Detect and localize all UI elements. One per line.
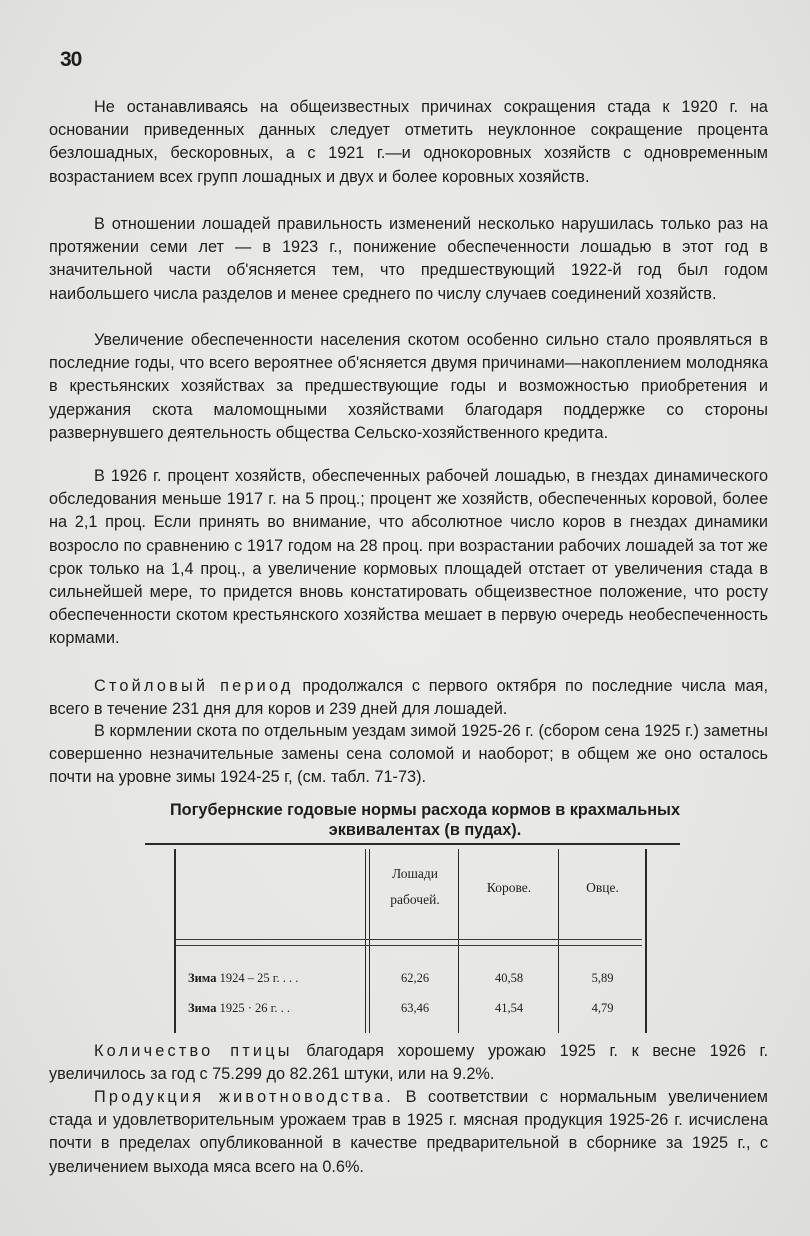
header-cow: Корове. [486, 880, 532, 895]
paragraph-herd-reduction: Не останавливаясь на общеизвестных причинах сокращения стада к 1920 г. на основании приведенных данных следует отметить неуклонное сокращение процента безлошадных, бескоровных, а с 1921 г.—и однокоровных хозяйств с одновременным возрастанием всех групп лошадных и двух и более коровных хозяйств. [49, 98, 768, 186]
row-label-period: 1925 · 26 г. [219, 1001, 278, 1015]
poultry-text: благодаря хорошему урожаю 1925 г. к весне 1926 г. увеличилось за год с 75.299 до 82.261 штуки, или на 9.2%. [49, 1042, 768, 1084]
row-label-period: 1924 – 25 г. [219, 971, 280, 985]
table-cell: 62,26 [400, 971, 430, 985]
header-horse [372, 861, 458, 913]
table-cell: 4,79 [591, 1001, 614, 1015]
table-title-line-2: эквивалентах (в пудах). [328, 821, 522, 839]
feed-norms-table [140, 843, 680, 1033]
paragraph-1926-comparison: В 1926 г. процент хозяйств, обеспеченных рабочей лошадью, в гнездах динамического обследования меньше 1917 г. на 5 проц.; процент же хозяйств, обеспеченных коровой, более на 2,1 проц. Если принять во внимание, что абсолютное число коров в гнездах динамики возросло по сравнению с 1917 годом на 28 проц. при возрастании рабочих лошадей за тот же срок только на 1,4 проц., а увеличение кормовых площадей отстает от увеличения стада в сильнейшей мере, то придется вновь констатировать общеизвестное положение, что росту обеспеченности скотом крестьянского хозяйства мешает в первую очередь необеспеченность кормами. [49, 467, 768, 648]
table-cell: 63,46 [400, 1001, 430, 1015]
row-label [188, 999, 368, 1017]
production-text: В соответствии с нормальным увеличением стада и удовлетворительным урожаем трав в 1925 г. мясная продукция 1925-26 г. исчислена почти в пределах опубликованной в качестве предварительной в сборнике за 1925 г., с увеличением выхода мяса всего на 0.6%. [49, 1088, 769, 1176]
table-top-rule [145, 843, 680, 845]
stall-period-text: продолжался с первого октября по последние числа мая, всего в течение 231 дня для коров и 239 дней для лошадей. [49, 677, 768, 719]
table-header-rule [176, 939, 642, 946]
production-lead: Продукция животноводства. [94, 1088, 395, 1106]
table-cell: 40,58 [494, 971, 524, 985]
table-title [80, 800, 770, 840]
paragraph-feeding: В кормлении скота по отдельным уездам зимой 1925-26 г. (сбором сена 1925 г.) заметны совершенно незначительные замены сена соломой и наоборот; в общем же оно осталось почти на уровне зимы 1924-25 г, (см. табл. 71-73). [49, 722, 768, 787]
row-label-word: Зима [188, 971, 217, 985]
poultry-lead: Количество птицы [94, 1042, 293, 1060]
row-label-dots: . . . [282, 971, 299, 985]
page-number: 30 [60, 48, 82, 71]
paragraph-horses: В отношении лошадей правильность изменений несколько нарушилась только раз на протяжении семи лет — в 1923 г., понижение обеспеченности лошадью в этот год в значительной части об'ясняется тем, что предшествующий 1922-й год был годом наибольшего числа разделов и менее среднего по числу случаев соединений хозяйств. [49, 215, 768, 303]
stall-period-lead: Стойловый период [94, 677, 294, 695]
paragraph-stall-period [49, 675, 768, 721]
paragraph-livestock-production [49, 1086, 768, 1179]
row-label [188, 969, 368, 987]
paragraph-poultry [49, 1040, 768, 1086]
row-label-word: Зима [188, 1001, 217, 1015]
header-sheep: Овце. [586, 880, 619, 895]
table-cell: 5,89 [591, 971, 614, 985]
header-horse-line-2: рабочей. [390, 892, 440, 907]
table-cell: 41,54 [494, 1001, 524, 1015]
table-border-right [645, 849, 647, 1033]
paragraph-livestock-increase: Увеличение обеспеченности населения скотом особенно сильно стало проявляться в последние годы, что всего вероятнее об'ясняется двумя причинами—накоплением молодняка в крестьянских хозяйствах за предшествующие годы и возможностью приобретения и удержания скота маломощными хозяйствами благодаря поддержке со стороны развернувшего деятельность общества Сельско-хозяйственного кредита. [49, 331, 768, 442]
row-label-dots: . . [280, 1001, 290, 1015]
table-title-line-1: Погубернские годовые нормы расхода кормов в крахмальных [169, 801, 681, 819]
header-horse-line-1: Лошади [391, 866, 439, 881]
